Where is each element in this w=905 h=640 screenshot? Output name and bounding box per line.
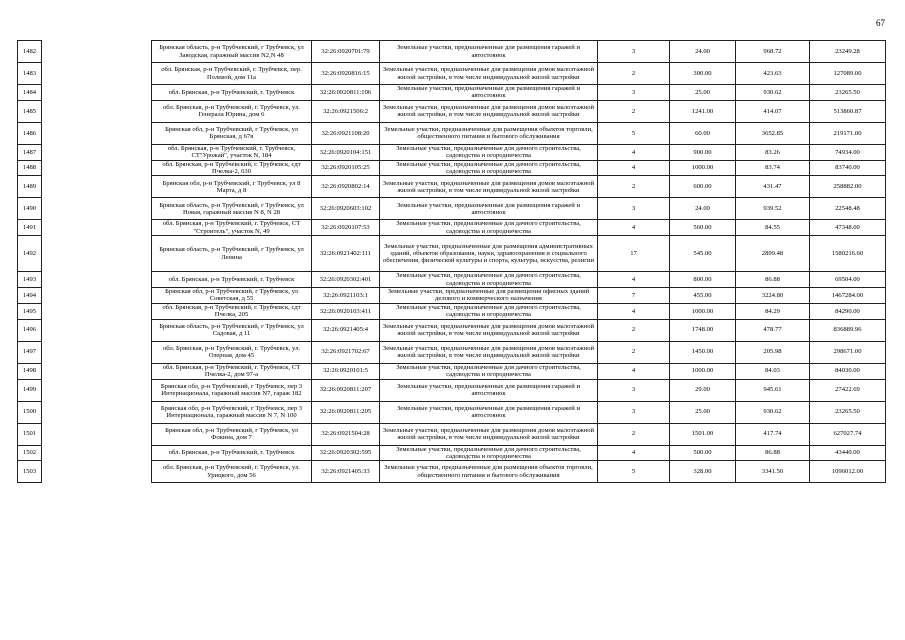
cadastral-number-cell: 32:26:0921506:2 <box>312 100 380 122</box>
row-number: 1497 <box>18 341 42 363</box>
table-row <box>18 288 886 304</box>
cadastral-value-cell: 836889.96 <box>810 319 886 341</box>
table-row <box>18 461 886 483</box>
table-row <box>18 41 886 63</box>
area-cell: 1450.00 <box>670 341 736 363</box>
address-cell: Брянская обл, р-н Трубчевский, г Трубчевск, пер 3 Интернационала, гаражный массив N7, гараж 182 <box>152 379 312 401</box>
group-cell: 2 <box>598 100 670 122</box>
group-cell: 2 <box>598 423 670 445</box>
address-cell: обл. Брянская, р-н Трубчевский, г. Трубчевск <box>152 445 312 461</box>
table-row <box>18 176 886 198</box>
land-use-cell: Земельные участки, предназначенные для дачного строительства, садоводства и огородничества <box>380 363 598 379</box>
unit-value-cell: 3224.80 <box>736 288 810 304</box>
address-cell: Брянская обл, р-н Трубчевский, г Трубчевск, ул Фокина, дом 7 <box>152 423 312 445</box>
land-use-cell: Земельные участки, предназначенные для размещения гаражей и автостоянок <box>380 41 598 63</box>
page-number: 67 <box>876 18 885 28</box>
unit-value-cell: 478.77 <box>736 319 810 341</box>
table-row <box>18 220 886 236</box>
table-row <box>18 445 886 461</box>
land-use-cell: Земельные участки, предназначенные для размещения гаражей и автостоянок <box>380 85 598 101</box>
spacer-cell <box>42 41 152 63</box>
address-cell: Брянская область, р-н Трубчевский, г Трубчевск, ул Новая, гаражный массив N 8, N 28 <box>152 198 312 220</box>
cadastral-value-cell: 1096012.00 <box>810 461 886 483</box>
row-number: 1493 <box>18 272 42 288</box>
spacer-cell <box>42 379 152 401</box>
group-cell: 2 <box>598 63 670 85</box>
land-use-cell: Земельные участки, предназначенные для дачного строительства, садоводства и огородничества <box>380 144 598 160</box>
cadastral-number-cell: 32:26:0921103:1 <box>312 288 380 304</box>
area-cell: 24.00 <box>670 198 736 220</box>
address-cell: Брянская обл, р-н Трубчевский, г Трубчевск, ул 8 Марта, д 8 <box>152 176 312 198</box>
unit-value-cell: 84.29 <box>736 303 810 319</box>
spacer-cell <box>42 461 152 483</box>
group-cell: 3 <box>598 401 670 423</box>
group-cell: 7 <box>598 288 670 304</box>
unit-value-cell: 3652.85 <box>736 122 810 144</box>
land-use-cell: Земельные участки, предназначенные для размещения административных зданий, объектов образования, науки, здравоохранения и социального обеспечения, физической культуры и спорта, культуры, искусства, религии <box>380 236 598 272</box>
address-cell: Брянская область, р-н Трубчевский, г Трубчевск, ул Заводская, гаражный массив N2,N 48 <box>152 41 312 63</box>
table-row <box>18 401 886 423</box>
spacer-cell <box>42 160 152 176</box>
land-use-cell: Земельные участки, предназначенные для дачного строительства, садоводства и огородничества <box>380 445 598 461</box>
address-cell: обл. Брянская, р-н Трубчевский, г. Трубчевск, ул. Урицкого, дом 56 <box>152 461 312 483</box>
row-number: 1496 <box>18 319 42 341</box>
address-cell: обл. Брянская, р-н Трубчевский, г. Трубчевск, СТ "Строитель", участок N, 49 <box>152 220 312 236</box>
area-cell: 545.00 <box>670 236 736 272</box>
table-row <box>18 423 886 445</box>
table-row <box>18 303 886 319</box>
cadastral-number-cell: 32:26:0920101:5 <box>312 363 380 379</box>
land-use-cell: Земельные участки, предназначенные для размещения домов малоэтажной жилой застройки, в том числе индивидуальной жилой застройки <box>380 100 598 122</box>
area-cell: 328.00 <box>670 461 736 483</box>
land-use-cell: Земельные участки, предназначенные для размещения домов малоэтажной жилой застройки, в том числе индивидуальной жилой застройки <box>380 63 598 85</box>
group-cell: 4 <box>598 272 670 288</box>
unit-value-cell: 423.63 <box>736 63 810 85</box>
table-row <box>18 341 886 363</box>
unit-value-cell: 945.61 <box>736 379 810 401</box>
cadastral-number-cell: 32:26:0920811:205 <box>312 401 380 423</box>
spacer-cell <box>42 288 152 304</box>
spacer-cell <box>42 319 152 341</box>
row-number: 1491 <box>18 220 42 236</box>
cadastral-number-cell: 32:26:0920811:207 <box>312 379 380 401</box>
area-cell: 60.00 <box>670 122 736 144</box>
group-cell: 2 <box>598 341 670 363</box>
cadastral-value-cell: 43440.00 <box>810 445 886 461</box>
address-cell: обл. Брянская, р-н Трубчевский, г. Трубчевск, СТ"Урожай", участок N, 184 <box>152 144 312 160</box>
table-row <box>18 272 886 288</box>
row-number: 1495 <box>18 303 42 319</box>
table-row <box>18 198 886 220</box>
land-use-cell: Земельные участки, предназначенные для размещения объектов торговли, общественного питания и бытового обслуживания <box>380 122 598 144</box>
group-cell: 17 <box>598 236 670 272</box>
spacer-cell <box>42 303 152 319</box>
row-number: 1498 <box>18 363 42 379</box>
unit-value-cell: 939.52 <box>736 198 810 220</box>
group-cell: 4 <box>598 160 670 176</box>
cadastral-value-table <box>17 40 886 483</box>
table-row <box>18 85 886 101</box>
cadastral-value-cell: 219171.00 <box>810 122 886 144</box>
land-use-cell: Земельные участки, предназначенные для размещения объектов торговли, общественного питания и бытового обслуживания <box>380 461 598 483</box>
land-use-cell: Земельные участки, предназначенные для размещения офисных зданий делового и коммерческого назначения <box>380 288 598 304</box>
address-cell: обл. Брянская, р-н Трубчевский, г. Трубчевск <box>152 272 312 288</box>
area-cell: 600.00 <box>670 176 736 198</box>
cadastral-value-cell: 513860.87 <box>810 100 886 122</box>
area-cell: 24.00 <box>670 41 736 63</box>
spacer-cell <box>42 401 152 423</box>
address-cell: Брянская обл, р-н Трубчевский, г Трубчевск, ул Советская, д 55 <box>152 288 312 304</box>
cadastral-number-cell: 32:26:0920701:79 <box>312 41 380 63</box>
unit-value-cell: 205.98 <box>736 341 810 363</box>
cadastral-value-cell: 47348.00 <box>810 220 886 236</box>
address-cell: Брянская область, р-н Трубчевский, г Трубчевск, ул Садовая, д 11 <box>152 319 312 341</box>
row-number: 1485 <box>18 100 42 122</box>
address-cell: Брянская область, р-н Трубчевский, г Трубчевск, ул Ленина <box>152 236 312 272</box>
unit-value-cell: 2899.48 <box>736 236 810 272</box>
cadastral-number-cell: 32:26:0920302:595 <box>312 445 380 461</box>
table-row <box>18 122 886 144</box>
group-cell: 3 <box>598 379 670 401</box>
cadastral-number-cell: 32:26:0920816:15 <box>312 63 380 85</box>
spacer-cell <box>42 341 152 363</box>
group-cell: 4 <box>598 220 670 236</box>
unit-value-cell: 86.88 <box>736 272 810 288</box>
unit-value-cell: 3341.50 <box>736 461 810 483</box>
row-number: 1486 <box>18 122 42 144</box>
spacer-cell <box>42 144 152 160</box>
cadastral-number-cell: 32:26:0920103:411 <box>312 303 380 319</box>
row-number: 1501 <box>18 423 42 445</box>
area-cell: 25.00 <box>670 85 736 101</box>
cadastral-number-cell: 32:26:0921402:111 <box>312 236 380 272</box>
land-use-cell: Земельные участки, предназначенные для дачного строительства, садоводства и огородничества <box>380 303 598 319</box>
table-row <box>18 63 886 85</box>
area-cell: 29.00 <box>670 379 736 401</box>
group-cell: 5 <box>598 122 670 144</box>
area-cell: 1501.00 <box>670 423 736 445</box>
area-cell: 1000.00 <box>670 303 736 319</box>
row-number: 1499 <box>18 379 42 401</box>
unit-value-cell: 968.72 <box>736 41 810 63</box>
spacer-cell <box>42 63 152 85</box>
cadastral-value-cell: 1467284.00 <box>810 288 886 304</box>
unit-value-cell: 83.74 <box>736 160 810 176</box>
address-cell: обл. Брянская, р-н Трубчевский, г. Трубчевск, ул. Озерная, дом 45 <box>152 341 312 363</box>
cadastral-value-cell: 23265.50 <box>810 401 886 423</box>
table-row <box>18 363 886 379</box>
cadastral-value-cell: 127089.00 <box>810 63 886 85</box>
cadastral-number-cell: 32:26:0921702:67 <box>312 341 380 363</box>
spacer-cell <box>42 85 152 101</box>
cadastral-number-cell: 32:26:0920104:151 <box>312 144 380 160</box>
spacer-cell <box>42 176 152 198</box>
group-cell: 4 <box>598 445 670 461</box>
unit-value-cell: 84.03 <box>736 363 810 379</box>
group-cell: 3 <box>598 85 670 101</box>
cadastral-value-cell: 69504.00 <box>810 272 886 288</box>
spacer-cell <box>42 100 152 122</box>
land-use-cell: Земельные участки, предназначенные для дачного строительства, садоводства и огородничества <box>380 220 598 236</box>
row-number: 1489 <box>18 176 42 198</box>
group-cell: 3 <box>598 41 670 63</box>
spacer-cell <box>42 220 152 236</box>
row-number: 1502 <box>18 445 42 461</box>
cadastral-number-cell: 32:26:0920302:401 <box>312 272 380 288</box>
address-cell: Брянская обл, р-н Трубчевский, г Трубчевск, ул Брянская, д 67в <box>152 122 312 144</box>
unit-value-cell: 83.26 <box>736 144 810 160</box>
table-row <box>18 160 886 176</box>
group-cell: 4 <box>598 303 670 319</box>
table-row <box>18 319 886 341</box>
area-cell: 560.00 <box>670 220 736 236</box>
cadastral-number-cell: 32:26:0921504:28 <box>312 423 380 445</box>
cadastral-value-cell: 27422.69 <box>810 379 886 401</box>
group-cell: 4 <box>598 363 670 379</box>
area-cell: 300.00 <box>670 63 736 85</box>
spacer-cell <box>42 423 152 445</box>
cadastral-number-cell: 32:26:0920811:106 <box>312 85 380 101</box>
land-use-cell: Земельные участки, предназначенные для дачного строительства, садоводства и огородничества <box>380 272 598 288</box>
cadastral-value-cell: 83740.00 <box>810 160 886 176</box>
row-number: 1483 <box>18 63 42 85</box>
cadastral-number-cell: 32:26:0921405:33 <box>312 461 380 483</box>
area-cell: 500.00 <box>670 445 736 461</box>
area-cell: 1000.00 <box>670 160 736 176</box>
land-use-cell: Земельные участки, предназначенные для размещения гаражей и автостоянок <box>380 198 598 220</box>
row-number: 1490 <box>18 198 42 220</box>
land-use-cell: Земельные участки, предназначенные для дачного строительства, садоводства и огородничества <box>380 160 598 176</box>
cadastral-value-cell: 298671.00 <box>810 341 886 363</box>
row-number: 1488 <box>18 160 42 176</box>
spacer-cell <box>42 272 152 288</box>
group-cell: 2 <box>598 319 670 341</box>
land-use-cell: Земельные участки, предназначенные для размещения гаражей и автостоянок <box>380 379 598 401</box>
cadastral-value-cell: 22548.48 <box>810 198 886 220</box>
row-number: 1487 <box>18 144 42 160</box>
row-number: 1503 <box>18 461 42 483</box>
unit-value-cell: 930.62 <box>736 85 810 101</box>
cadastral-value-cell: 84030.00 <box>810 363 886 379</box>
cadastral-number-cell: 32:26:0920802:14 <box>312 176 380 198</box>
cadastral-number-cell: 32:26:0920105:25 <box>312 160 380 176</box>
land-use-cell: Земельные участки, предназначенные для размещения домов малоэтажной жилой застройки, в том числе индивидуальной жилой застройки <box>380 423 598 445</box>
unit-value-cell: 431.47 <box>736 176 810 198</box>
table-body <box>18 41 886 483</box>
cadastral-value-cell: 23249.28 <box>810 41 886 63</box>
cadastral-value-cell: 627027.74 <box>810 423 886 445</box>
address-cell: обл. Брянская, р-н Трубчевский, г. Трубчевск, сдт Пчелка-2, 630 <box>152 160 312 176</box>
area-cell: 25.00 <box>670 401 736 423</box>
cadastral-number-cell: 32:26:0921108:20 <box>312 122 380 144</box>
spacer-cell <box>42 122 152 144</box>
row-number: 1482 <box>18 41 42 63</box>
cadastral-value-cell: 74934.00 <box>810 144 886 160</box>
unit-value-cell: 84.55 <box>736 220 810 236</box>
land-use-cell: Земельные участки, предназначенные для размещения гаражей и автостоянок <box>380 401 598 423</box>
unit-value-cell: 930.62 <box>736 401 810 423</box>
table-row <box>18 236 886 272</box>
address-cell: обл. Брянская, р-н Трубчевский, г. Трубчевск, пер. Полевой, дом 11а <box>152 63 312 85</box>
cadastral-number-cell: 32:26:0921405:4 <box>312 319 380 341</box>
area-cell: 1748.00 <box>670 319 736 341</box>
spacer-cell <box>42 363 152 379</box>
cadastral-number-cell: 32:26:0920107:53 <box>312 220 380 236</box>
address-cell: обл. Брянская, р-н Трубчевский, г. Трубчевск, СТ Пчелка-2, дом 97-а <box>152 363 312 379</box>
address-cell: обл. Брянская, р-н Трубчевский, г. Трубчевск, ул. Генерала Юрина, дом 6 <box>152 100 312 122</box>
spacer-cell <box>42 445 152 461</box>
address-cell: обл. Брянская, р-н Трубчевский, г. Трубчевск <box>152 85 312 101</box>
land-use-cell: Земельные участки, предназначенные для размещения домов малоэтажной жилой застройки, в том числе индивидуальной жилой застройки <box>380 319 598 341</box>
area-cell: 800.00 <box>670 272 736 288</box>
group-cell: 4 <box>598 144 670 160</box>
land-use-cell: Земельные участки, предназначенные для размещения домов малоэтажной жилой застройки, в том числе индивидуальной жилой застройки <box>380 341 598 363</box>
row-number: 1494 <box>18 288 42 304</box>
unit-value-cell: 417.74 <box>736 423 810 445</box>
table-row <box>18 379 886 401</box>
row-number: 1500 <box>18 401 42 423</box>
table-row <box>18 144 886 160</box>
area-cell: 455.00 <box>670 288 736 304</box>
group-cell: 2 <box>598 176 670 198</box>
group-cell: 3 <box>598 198 670 220</box>
address-cell: Брянская обл, р-н Трубчевский, г Трубчевск, пер 3 Интернационала, гаражный массив N 7, N 100 <box>152 401 312 423</box>
land-use-cell: Земельные участки, предназначенные для размещения домов малоэтажной жилой застройки, в том числе индивидуальной жилой застройки <box>380 176 598 198</box>
row-number: 1484 <box>18 85 42 101</box>
cadastral-value-cell: 258882.00 <box>810 176 886 198</box>
spacer-cell <box>42 236 152 272</box>
unit-value-cell: 86.88 <box>736 445 810 461</box>
table-row <box>18 100 886 122</box>
area-cell: 1000.00 <box>670 363 736 379</box>
spacer-cell <box>42 198 152 220</box>
group-cell: 5 <box>598 461 670 483</box>
area-cell: 900.00 <box>670 144 736 160</box>
row-number: 1492 <box>18 236 42 272</box>
cadastral-value-cell: 84290.00 <box>810 303 886 319</box>
unit-value-cell: 414.07 <box>736 100 810 122</box>
cadastral-value-cell: 1580216.60 <box>810 236 886 272</box>
address-cell: обл. Брянская, р-н Трубчевский, г. Трубчевск, сдт Пчелка, 205 <box>152 303 312 319</box>
cadastral-value-cell: 23265.50 <box>810 85 886 101</box>
cadastral-number-cell: 32:26:0920603:102 <box>312 198 380 220</box>
area-cell: 1241.00 <box>670 100 736 122</box>
